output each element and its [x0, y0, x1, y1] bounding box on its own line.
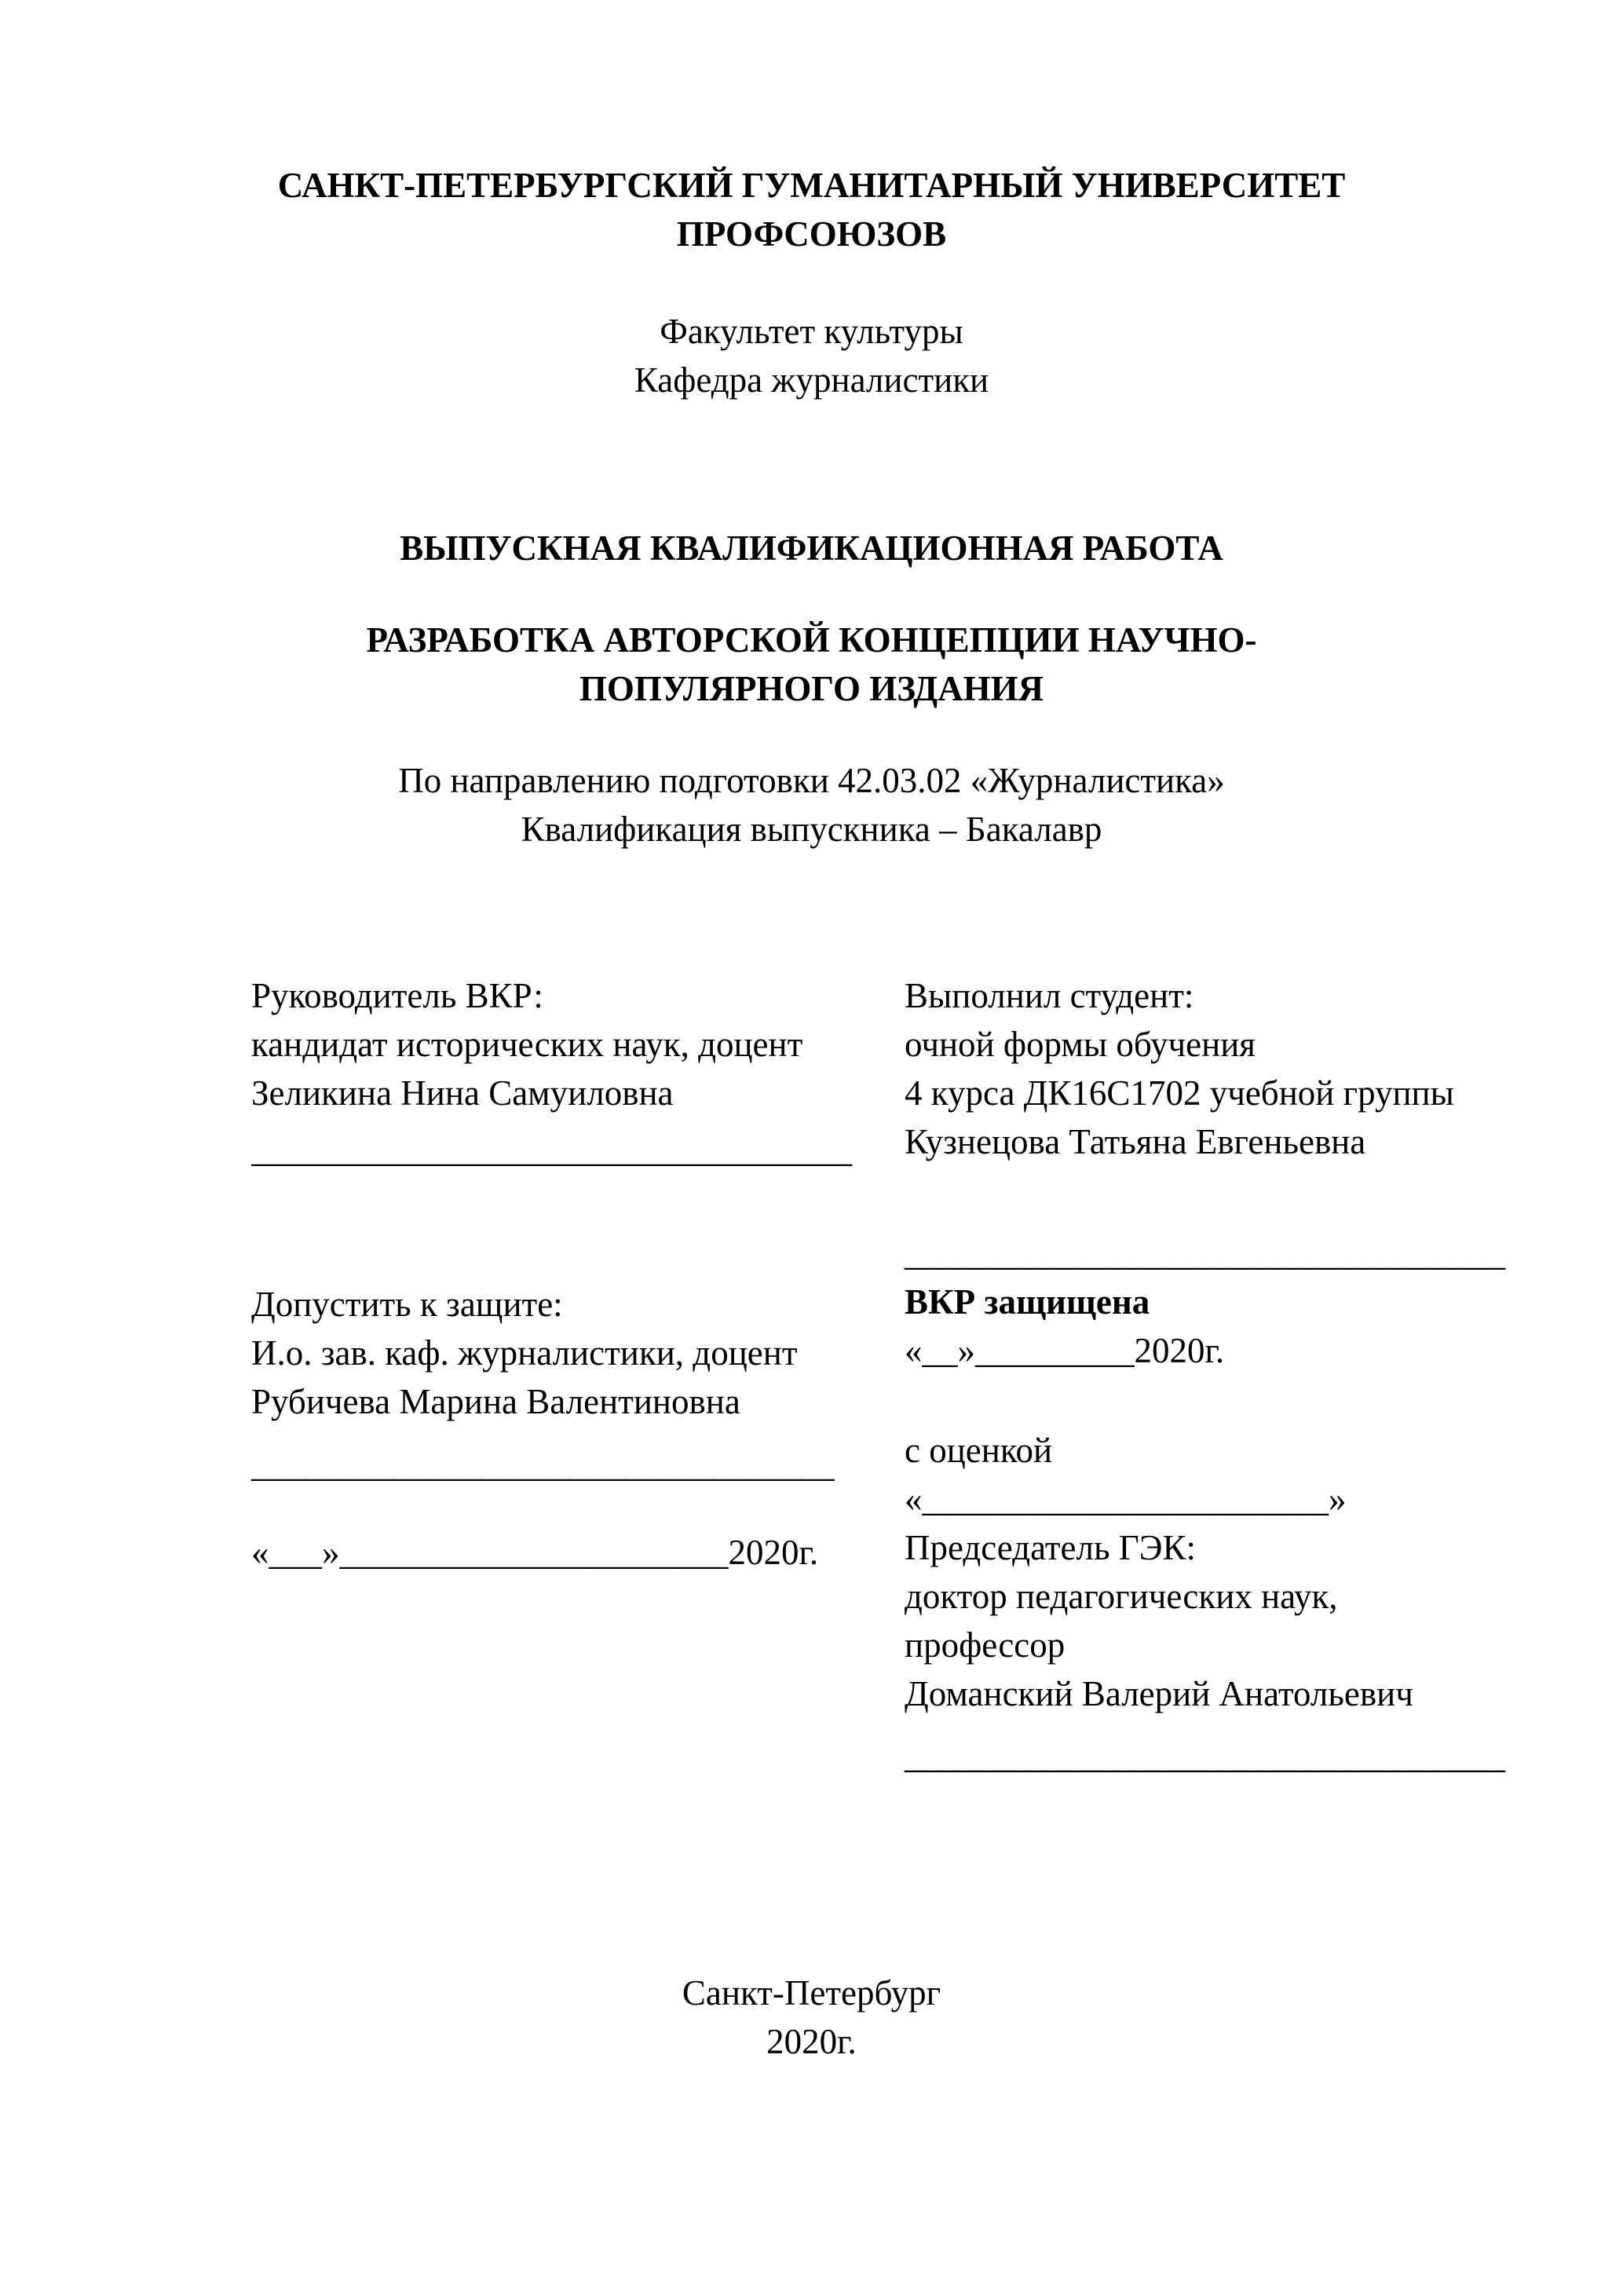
student-group: 4 курса ДК16С1702 учебной группы — [905, 1073, 1454, 1113]
chairman-name: Доманский Валерий Анатольевич — [905, 1674, 1413, 1713]
work-type-heading: ВЫПУСКНАЯ КВАЛИФИКАЦИОННАЯ РАБОТА — [400, 528, 1223, 568]
program-block — [0, 756, 1623, 854]
university-name-line-1: САНКТ-ПЕТЕРБУРГСКИЙ ГУМАНИТАРНЫЙ УНИВЕРСИТЕТ — [277, 166, 1346, 205]
grade-line: «_______________________» — [905, 1479, 1347, 1519]
student-label: Выполнил студент: — [905, 976, 1194, 1015]
work-type-block — [0, 524, 1623, 572]
admission-position: И.о. зав. каф. журналистики, доцент — [251, 1333, 798, 1373]
grade-label: с оценкой — [905, 1431, 1053, 1470]
admission-name: Рубичева Марина Валентиновна — [251, 1382, 740, 1421]
direction-line: По направлению подготовки 42.03.02 «Журналистика» — [398, 761, 1225, 800]
admission-signature-line: _________________________________ — [251, 1445, 835, 1484]
chairman-label: Председатель ГЭК: — [905, 1528, 1196, 1567]
student-study-form: очной формы обучения — [905, 1025, 1256, 1064]
footer-city: Санкт-Петербург — [682, 1973, 941, 2013]
student-signature-line: __________________________________ — [905, 1234, 1505, 1273]
defense-label: ВКР защищена — [905, 1282, 1150, 1322]
right-column — [905, 971, 1508, 1780]
faculty-name: Факультет культуры — [660, 312, 963, 351]
thesis-title-block — [0, 616, 1623, 713]
supervisor-degree: кандидат исторических наук, доцент — [251, 1025, 803, 1064]
supervisor-signature-line: __________________________________ — [251, 1130, 852, 1169]
thesis-title-line-1: РАЗРАБОТКА АВТОРСКОЙ КОНЦЕПЦИИ НАУЧНО- — [366, 620, 1257, 660]
admission-date-line: «___»______________________2020г. — [251, 1533, 819, 1572]
footer-year: 2020г. — [766, 2022, 857, 2061]
left-column — [251, 971, 857, 1780]
footer-block — [0, 1969, 1623, 2066]
department-name: Кафедра журналистики — [634, 360, 989, 400]
chairman-title: профессор — [905, 1625, 1066, 1665]
signatures-section — [0, 971, 1623, 1780]
thesis-title-line-2: ПОПУЛЯРНОГО ИЗДАНИЯ — [579, 669, 1044, 708]
chairman-signature-line: __________________________________ — [905, 1736, 1505, 1775]
faculty-block — [0, 307, 1623, 404]
student-name: Кузнецова Татьяна Евгеньевна — [905, 1122, 1366, 1161]
qualification-line: Квалификация выпускника – Бакалавр — [521, 810, 1102, 849]
university-header — [0, 161, 1623, 258]
chairman-degree: доктор педагогических наук, — [905, 1577, 1338, 1616]
defense-date-line: «__»_________2020г. — [905, 1331, 1225, 1370]
supervisor-name: Зеликина Нина Самуиловна — [251, 1073, 674, 1113]
admission-label: Допустить к защите: — [251, 1285, 563, 1324]
supervisor-label: Руководитель ВКР: — [251, 976, 543, 1015]
university-name-line-2: ПРОФСОЮЗОВ — [676, 214, 947, 254]
